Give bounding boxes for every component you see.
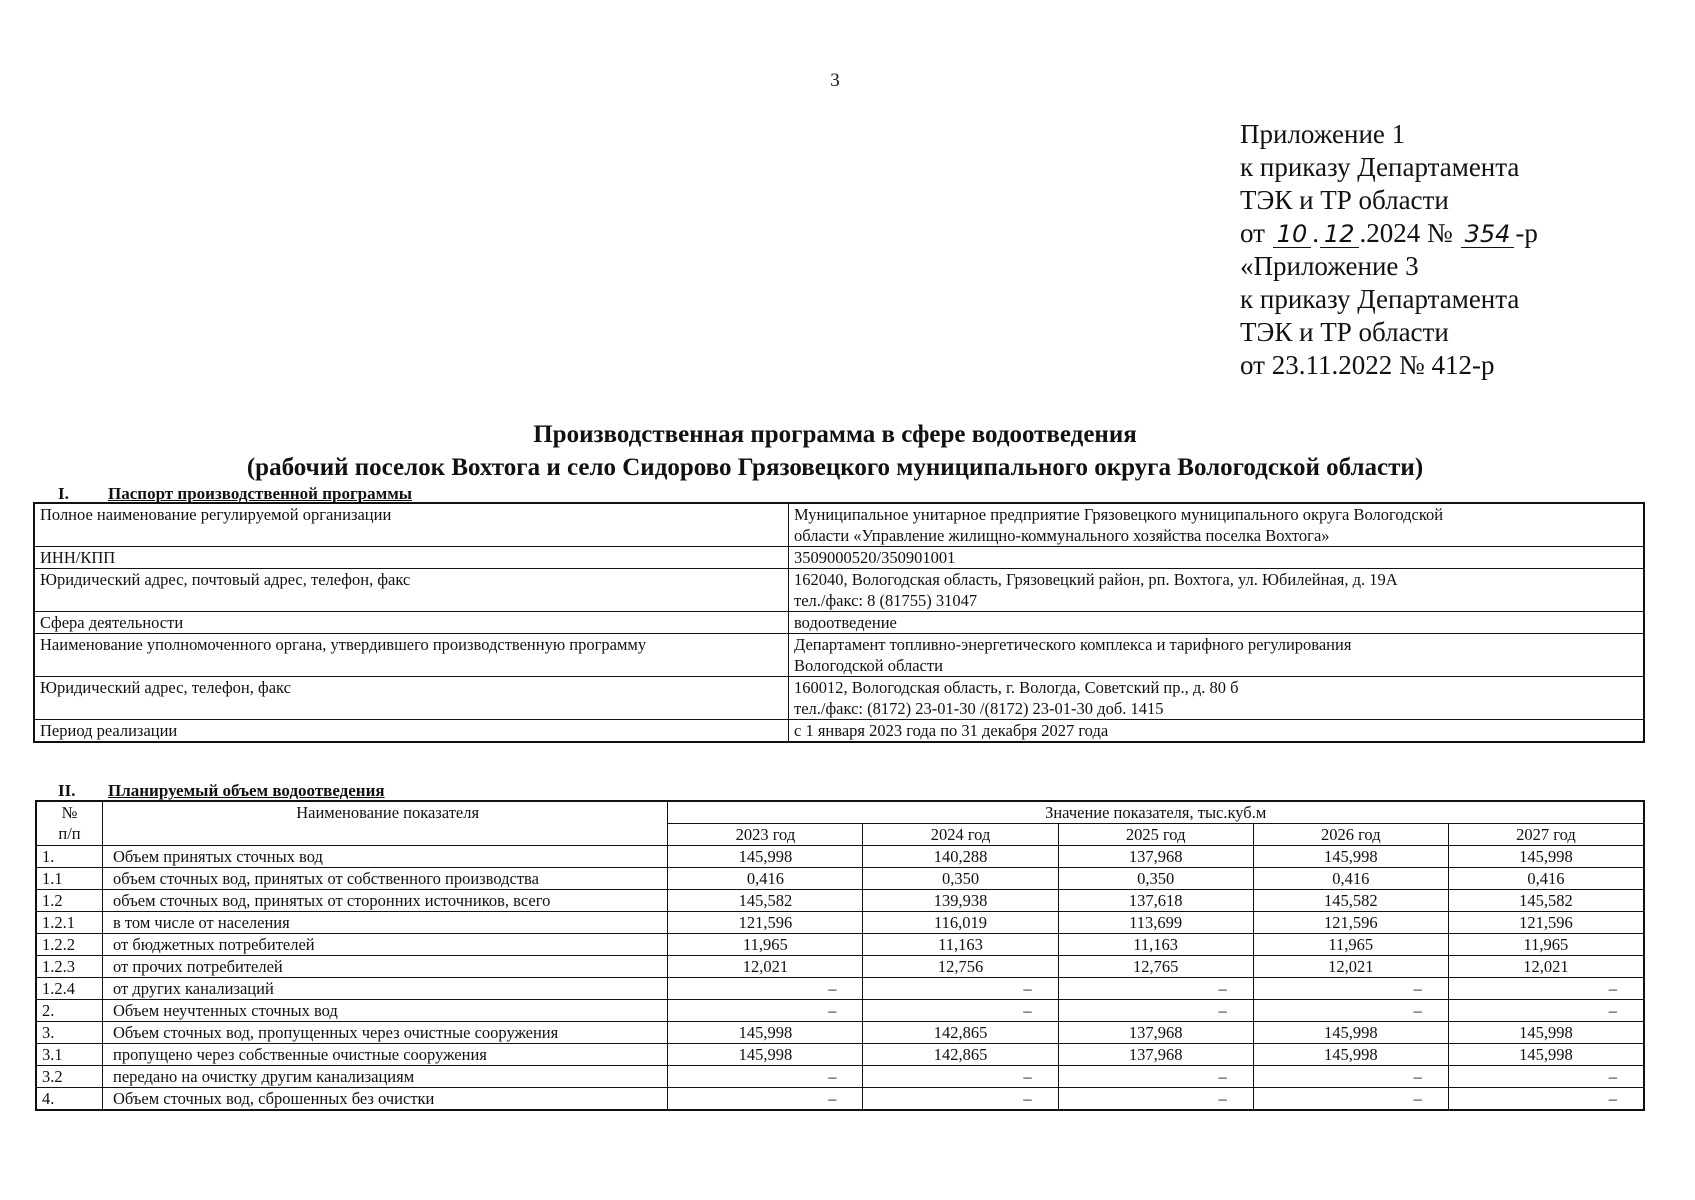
row-value: 0,416	[668, 868, 863, 890]
header-year: 2026 год	[1253, 824, 1448, 846]
passport-value-line: Департамент топливно-энергетического комплекса и тарифного регулирования	[794, 635, 1352, 654]
appendix-line: ТЭК и ТР области	[1240, 185, 1449, 215]
row-value: 0,416	[1448, 868, 1644, 890]
row-value: 0,350	[863, 868, 1058, 890]
passport-value-line: 162040, Вологодская область, Грязовецкий район, рп. Вохтога, ул. Юбилейная, д. 19А	[794, 570, 1398, 589]
header-year: 2025 год	[1058, 824, 1253, 846]
row-indicator-name: от бюджетных потребителей	[102, 934, 667, 956]
row-value: 145,998	[668, 1022, 863, 1044]
passport-value	[789, 503, 1645, 547]
appendix-order-line: от 10 . 12 .2024 № 354 -р	[1240, 218, 1538, 248]
table-row	[36, 868, 1644, 890]
passport-value-line: водоотведение	[794, 613, 897, 632]
row-value: 145,582	[668, 890, 863, 912]
passport-value-line: тел./факс: (8172) 23-01-30 /(8172) 23-01-30 доб. 1415	[794, 699, 1164, 718]
row-value: 121,596	[1448, 912, 1644, 934]
section-number: II.	[58, 781, 76, 800]
table-row	[36, 846, 1644, 868]
table-row	[36, 1088, 1644, 1111]
row-value: 137,618	[1058, 890, 1253, 912]
passport-value-line: Муниципальное унитарное предприятие Грязовецкого муниципального округа Вологодской	[794, 505, 1444, 524]
passport-value-line: области «Управление жилищно-коммунального хозяйства поселка Вохтога»	[794, 526, 1330, 545]
section-heading-volume	[58, 781, 385, 801]
header-year: 2024 год	[863, 824, 1058, 846]
section-title: Паспорт производственной программы	[108, 484, 413, 503]
row-value: 145,998	[1448, 1022, 1644, 1044]
header-number-line2: п/п	[58, 824, 81, 843]
row-value: 137,968	[1058, 1044, 1253, 1066]
row-value: –	[668, 1088, 863, 1111]
row-number: 1.2	[36, 890, 102, 912]
header-values: Значение показателя, тыс.куб.м	[668, 801, 1644, 824]
row-number: 4.	[36, 1088, 102, 1111]
row-value: –	[1253, 978, 1448, 1000]
table-row	[36, 934, 1644, 956]
table-row	[34, 634, 1644, 677]
row-indicator-name: передано на очистку другим канализациям	[102, 1066, 667, 1088]
row-value: 121,596	[668, 912, 863, 934]
passport-value	[789, 612, 1645, 634]
row-value: 145,582	[1253, 890, 1448, 912]
order-prefix: от	[1240, 218, 1265, 248]
table-row	[34, 677, 1644, 720]
table-row	[36, 1022, 1644, 1044]
section-heading-passport	[58, 484, 412, 504]
passport-key: Полное наименование регулируемой организации	[34, 503, 789, 547]
appendix-line: к приказу Департамента	[1240, 284, 1520, 314]
row-indicator-name: Объем сточных вод, пропущенных через очистные сооружения	[102, 1022, 667, 1044]
row-value: 142,865	[863, 1044, 1058, 1066]
passport-table	[33, 502, 1645, 743]
row-value: –	[863, 1088, 1058, 1111]
row-number: 1.1	[36, 868, 102, 890]
row-number: 1.2.4	[36, 978, 102, 1000]
section-number: I.	[58, 484, 69, 503]
page-number: 3	[830, 70, 840, 91]
row-indicator-name: от прочих потребителей	[102, 956, 667, 978]
row-value: –	[863, 1000, 1058, 1022]
passport-value	[789, 720, 1645, 743]
row-value: –	[1448, 1066, 1644, 1088]
row-value: –	[1448, 1000, 1644, 1022]
row-value: 145,998	[1448, 846, 1644, 868]
row-value: –	[1253, 1088, 1448, 1111]
row-value: –	[1448, 1088, 1644, 1111]
header-year: 2027 год	[1448, 824, 1644, 846]
row-indicator-name: Объем принятых сточных вод	[102, 846, 667, 868]
passport-value-line: тел./факс: 8 (81755) 31047	[794, 591, 978, 610]
row-value: –	[1253, 1000, 1448, 1022]
row-value: –	[668, 1066, 863, 1088]
table-row	[36, 956, 1644, 978]
row-value: 11,163	[863, 934, 1058, 956]
row-value: 113,699	[1058, 912, 1253, 934]
title-line: (рабочий поселок Вохтога и село Сидорово Грязовецкого муниципального округа Вологодской области)	[246, 454, 1424, 481]
row-value: 140,288	[863, 846, 1058, 868]
row-value: 11,965	[1448, 934, 1644, 956]
table-row	[36, 912, 1644, 934]
row-number: 1.2.1	[36, 912, 102, 934]
appendix-line: «Приложение 3	[1240, 251, 1419, 281]
row-indicator-name: от других канализаций	[102, 978, 667, 1000]
table-row	[36, 1044, 1644, 1066]
row-value: 137,968	[1058, 1022, 1253, 1044]
row-number: 1.	[36, 846, 102, 868]
passport-key: Юридический адрес, телефон, факс	[34, 677, 789, 720]
row-value: 12,765	[1058, 956, 1253, 978]
row-value: 145,998	[1253, 1022, 1448, 1044]
row-value: –	[1058, 1088, 1253, 1111]
row-indicator-name: Объем сточных вод, сброшенных без очистки	[102, 1088, 667, 1111]
order-suffix: -р	[1515, 218, 1538, 248]
row-value: –	[1253, 1066, 1448, 1088]
row-value: 145,998	[668, 1044, 863, 1066]
handwritten-order-number: 354	[1461, 221, 1515, 248]
header-number	[36, 801, 102, 846]
row-value: 116,019	[863, 912, 1058, 934]
table-row	[36, 890, 1644, 912]
handwritten-day: 10	[1273, 221, 1312, 248]
row-value: 145,998	[1253, 1044, 1448, 1066]
row-indicator-name: пропущено через собственные очистные сооружения	[102, 1044, 667, 1066]
row-number: 1.2.2	[36, 934, 102, 956]
passport-key: Сфера деятельности	[34, 612, 789, 634]
table-row	[34, 720, 1644, 743]
row-value: 12,021	[668, 956, 863, 978]
row-value: 121,596	[1253, 912, 1448, 934]
table-row	[36, 978, 1644, 1000]
passport-value	[789, 569, 1645, 612]
passport-value-line: с 1 января 2023 года по 31 декабря 2027 года	[794, 721, 1109, 740]
title-line: Производственная программа в сфере водоотведения	[533, 421, 1137, 448]
appendix-line: к приказу Департамента	[1240, 152, 1520, 182]
row-value: –	[1448, 978, 1644, 1000]
row-value: –	[1058, 1066, 1253, 1088]
row-number: 3.1	[36, 1044, 102, 1066]
row-value: 11,965	[668, 934, 863, 956]
passport-key: ИНН/КПП	[34, 547, 789, 569]
handwritten-month: 12	[1320, 221, 1359, 248]
row-value: 0,350	[1058, 868, 1253, 890]
table-header-row	[36, 801, 1644, 824]
table-row	[36, 1066, 1644, 1088]
passport-value	[789, 634, 1645, 677]
passport-value-line: 3509000520/350901001	[794, 548, 956, 567]
passport-value	[789, 547, 1645, 569]
row-value: 145,998	[1253, 846, 1448, 868]
row-value: 139,938	[863, 890, 1058, 912]
row-value: 12,021	[1448, 956, 1644, 978]
table-row	[34, 547, 1644, 569]
row-number: 2.	[36, 1000, 102, 1022]
passport-value-line: Вологодской области	[794, 656, 943, 675]
row-value: –	[1058, 1000, 1253, 1022]
section-title: Планируемый объем водоотведения	[108, 781, 385, 800]
passport-key: Наименование уполномоченного органа, утвердившего производственную программу	[34, 634, 789, 677]
row-value: 145,998	[1448, 1044, 1644, 1066]
appendix-line: от 23.11.2022 № 412-р	[1240, 350, 1495, 380]
volume-table	[35, 800, 1645, 1111]
row-value: 137,968	[1058, 846, 1253, 868]
row-indicator-name: в том числе от населения	[102, 912, 667, 934]
row-indicator-name: объем сточных вод, принятых от собственного производства	[102, 868, 667, 890]
appendix-block	[1240, 118, 1538, 382]
passport-value-line: 160012, Вологодская область, г. Вологда, Советский пр., д. 80 б	[794, 678, 1239, 697]
table-row	[36, 1000, 1644, 1022]
row-value: 142,865	[863, 1022, 1058, 1044]
row-value: –	[668, 1000, 863, 1022]
row-value: 11,163	[1058, 934, 1253, 956]
row-value: 11,965	[1253, 934, 1448, 956]
row-number: 1.2.3	[36, 956, 102, 978]
passport-key: Период реализации	[34, 720, 789, 743]
appendix-line: ТЭК и ТР области	[1240, 317, 1449, 347]
table-row	[34, 569, 1644, 612]
row-value: –	[863, 978, 1058, 1000]
row-number: 3.2	[36, 1066, 102, 1088]
table-row	[34, 612, 1644, 634]
row-value: –	[1058, 978, 1253, 1000]
order-year: .2024 №	[1359, 218, 1453, 248]
table-row	[34, 503, 1644, 547]
row-indicator-name: объем сточных вод, принятых от сторонних источников, всего	[102, 890, 667, 912]
document-title	[0, 418, 1670, 484]
row-number: 3.	[36, 1022, 102, 1044]
header-year: 2023 год	[668, 824, 863, 846]
header-number-line1: №	[61, 803, 78, 822]
row-value: 145,998	[668, 846, 863, 868]
row-value: 12,756	[863, 956, 1058, 978]
row-value: –	[863, 1066, 1058, 1088]
row-indicator-name: Объем неучтенных сточных вод	[102, 1000, 667, 1022]
appendix-line: Приложение 1	[1240, 119, 1406, 149]
row-value: –	[668, 978, 863, 1000]
header-indicator-name: Наименование показателя	[102, 801, 667, 846]
row-value: 12,021	[1253, 956, 1448, 978]
passport-key: Юридический адрес, почтовый адрес, телефон, факс	[34, 569, 789, 612]
passport-value	[789, 677, 1645, 720]
row-value: 0,416	[1253, 868, 1448, 890]
row-value: 145,582	[1448, 890, 1644, 912]
